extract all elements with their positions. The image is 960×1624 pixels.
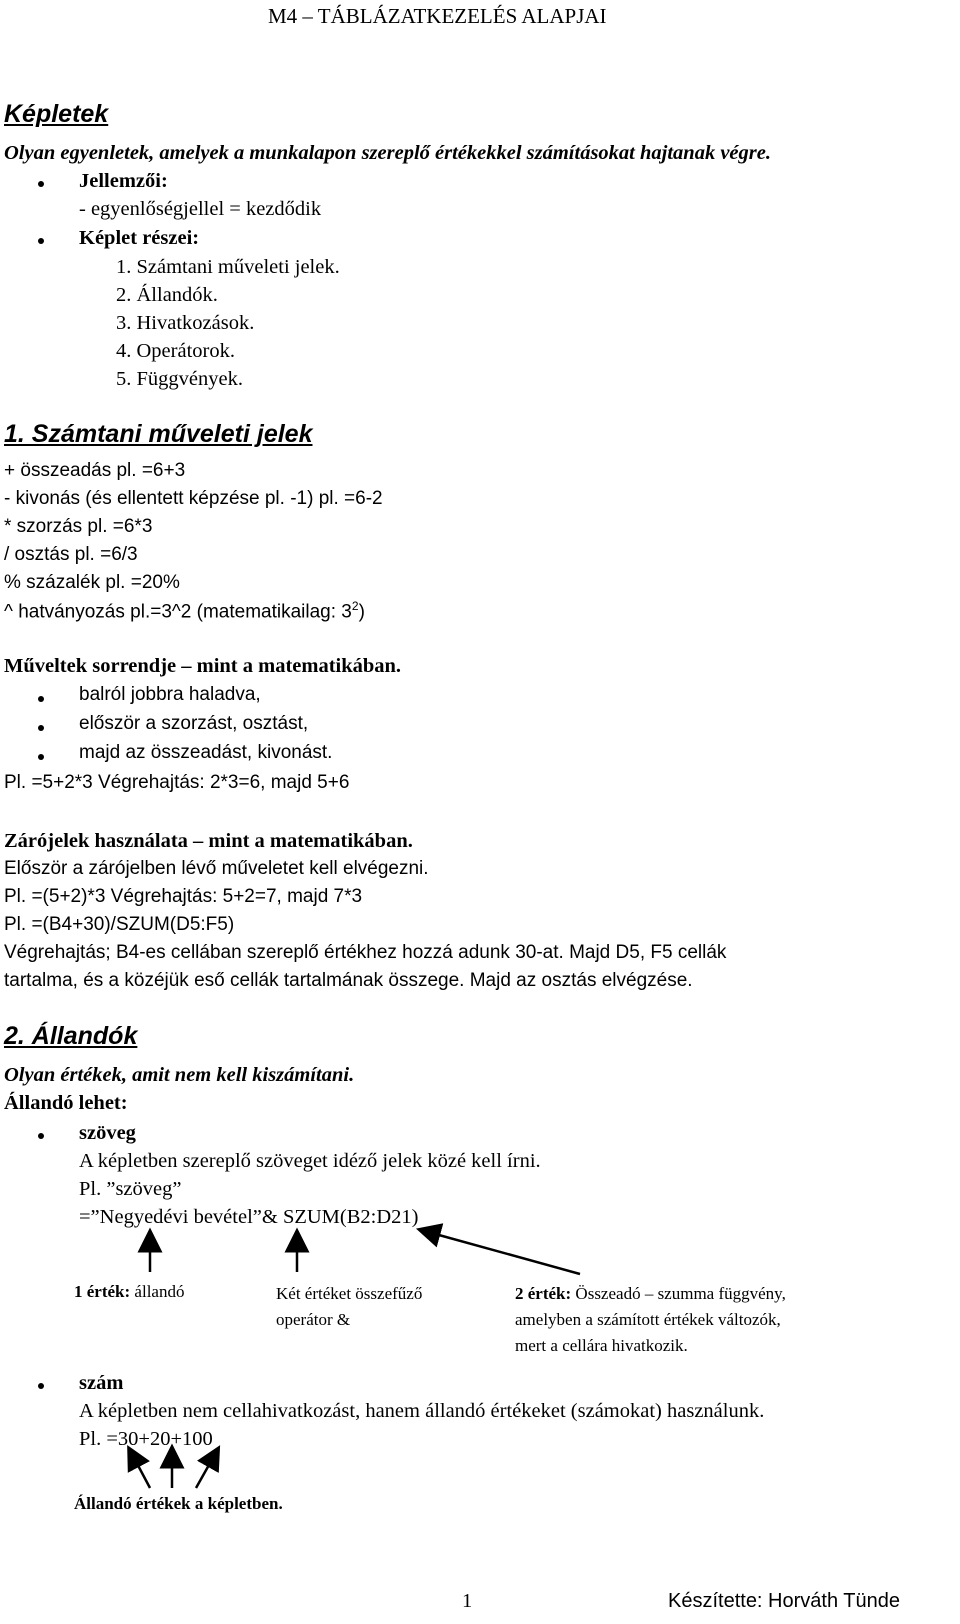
arrow-2-ertek: [428, 1232, 580, 1274]
allandok-definition: Olyan értékek, amit nem kell kiszámítani.: [4, 1064, 355, 1086]
bullet-icon: [38, 1133, 44, 1139]
note-2-line: mert a cellára hivatkozik.: [515, 1336, 688, 1355]
bullet-icon: [38, 754, 44, 760]
zarojel-line: tartalma, és a közéjük eső cellák tartalmának összege. Majd az osztás elvégzése.: [4, 970, 693, 991]
note-2-text: Összeadó – szumma függvény,: [571, 1284, 786, 1303]
bullet-icon: [38, 1383, 44, 1389]
reszei-item: 2. Állandók.: [116, 284, 218, 306]
bullet-icon: [38, 696, 44, 702]
op-line: + összeadás pl. =6+3: [4, 460, 186, 481]
szoveg-line: A képletben szereplő szöveget idéző jelek közé kell írni.: [79, 1150, 541, 1172]
sorrend-item: majd az összeadást, kivonást.: [79, 742, 333, 763]
note-2-ertek: [515, 1284, 786, 1304]
reszei-item: 3. Hivatkozások.: [116, 312, 255, 334]
heading-allandok-text: 2. Állandók: [4, 1022, 138, 1050]
bullet-icon: [38, 238, 44, 244]
szoveg-line: Pl. ”szöveg”: [79, 1178, 182, 1200]
keplet-definition: Olyan egyenletek, amelyek a munkalapon szereplő értékekkel számításokat hajtanak végre.: [4, 142, 771, 164]
heading-zarojel: Zárójelek használata – mint a matematikában.: [4, 830, 413, 852]
reszei-item: 5. Függvények.: [116, 368, 243, 390]
zarojel-line: Pl. =(5+2)*3 Végrehajtás: 5+2=7, majd 7*3: [4, 886, 363, 907]
op-line-power: [4, 600, 365, 623]
reszei-label: Képlet részei:: [79, 227, 200, 249]
sorrend-example: Pl. =5+2*3 Végrehajtás: 2*3=6, majd 5+6: [4, 772, 350, 793]
zarojel-line: Pl. =(B4+30)/SZUM(D5:F5): [4, 914, 235, 935]
op-line: * szorzás pl. =6*3: [4, 516, 153, 537]
jellemzoi-label: Jellemzői:: [79, 170, 168, 192]
heading-szamtani-text: 1. Számtani műveleti jelek: [4, 420, 313, 448]
zarojel-line: Először a zárójelben lévő műveletet kell elvégezni.: [4, 858, 429, 879]
heading-kepletek: Képletek: [4, 100, 109, 128]
jellemzoi-text: - egyenlőségjellel = kezdődik: [79, 198, 322, 220]
footer-author: Készítette: Horváth Tünde: [668, 1590, 900, 1612]
note-2-line: amelyben a számított értékek változók,: [515, 1310, 781, 1329]
szoveg-formula: =”Negyedévi bevétel”& SZUM(B2:D21): [79, 1206, 419, 1228]
bullet-icon: [38, 725, 44, 731]
op-line: / osztás pl. =6/3: [4, 544, 138, 565]
op-line: - kivonás (és ellentett képzése pl. -1) pl. =6-2: [4, 488, 383, 509]
arrow-szam-30: [133, 1456, 150, 1488]
note-1-text: állandó: [130, 1282, 185, 1301]
page-number: 1: [462, 1590, 473, 1612]
heading-allandok: [4, 1022, 137, 1051]
note-1-ertek: [74, 1282, 184, 1302]
sorrend-item: először a szorzást, osztást,: [79, 713, 309, 734]
power-exponent: 2: [351, 599, 359, 613]
allando-lehet-label: Állandó lehet:: [4, 1092, 128, 1114]
heading-sorrend: Műveltek sorrendje – mint a matematikában.: [4, 655, 402, 677]
power-prefix: ^ hatványozás pl.=3^2 (matematikailag: 3: [4, 601, 352, 623]
reszei-item: 4. Operátorok.: [116, 340, 235, 362]
note-2-bold: 2 érték:: [515, 1284, 572, 1303]
op-line: % százalék pl. =20%: [4, 572, 180, 593]
szam-line: Pl. =30+20+100: [79, 1428, 213, 1450]
note-1-bold: 1 érték:: [74, 1282, 131, 1301]
szoveg-label: szöveg: [79, 1122, 136, 1144]
header-title: M4 – TÁBLÁZATKEZELÉS ALAPJAI: [268, 4, 607, 28]
heading-szamtani: [4, 420, 312, 449]
zarojel-line: Végrehajtás; B4-es cellában szereplő értékhez hozzá adunk 30-at. Majd D5, F5 cellák: [4, 942, 727, 963]
note-operator: Két értéket összefűző: [276, 1284, 423, 1303]
szam-note: Állandó értékek a képletben.: [74, 1494, 283, 1513]
szam-line: A képletben nem cellahivatkozást, hanem állandó értékeket (számokat) használunk.: [79, 1400, 765, 1422]
bullet-icon: [38, 181, 44, 187]
sorrend-item: balról jobbra haladva,: [79, 684, 261, 705]
power-suffix: ): [358, 601, 365, 623]
note-operator: operátor &: [276, 1310, 351, 1329]
szam-label: szám: [79, 1372, 124, 1394]
arrow-szam-100: [196, 1456, 214, 1488]
reszei-item: 1. Számtani műveleti jelek.: [116, 256, 340, 278]
